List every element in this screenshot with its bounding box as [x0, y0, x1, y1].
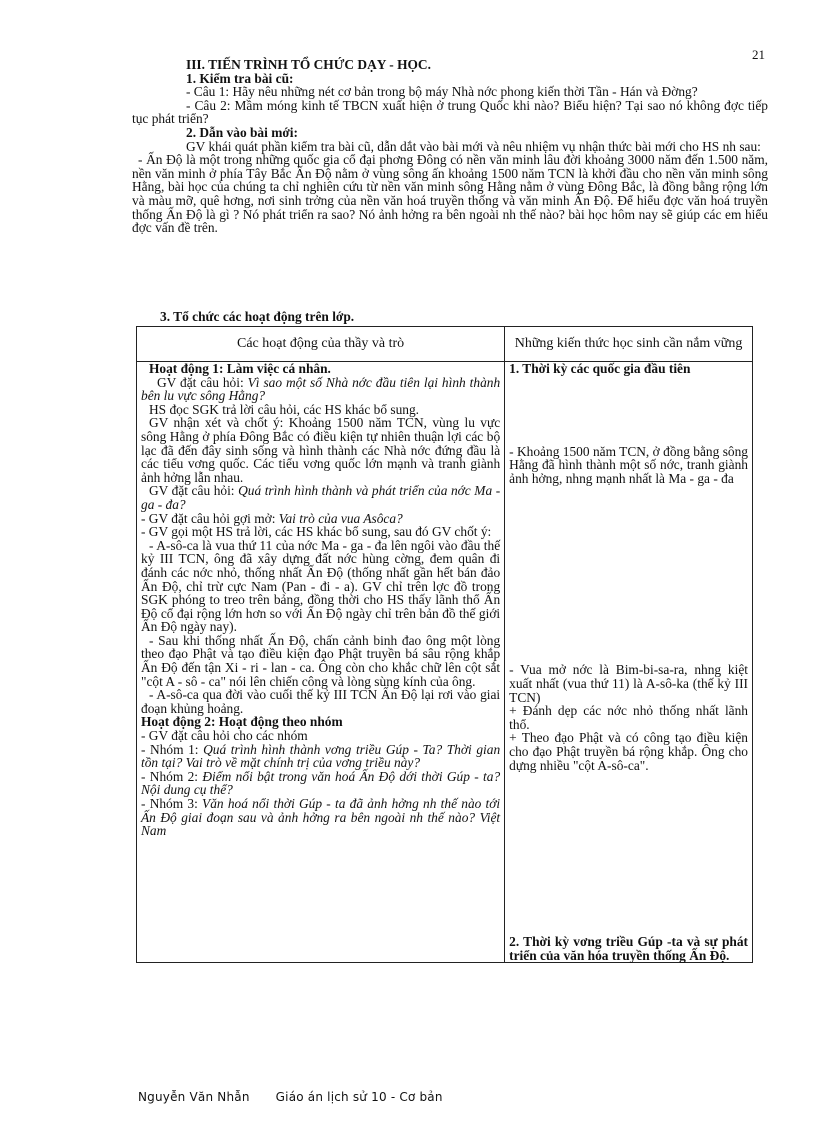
activity-1-hs: HS đọc SGK trả lời câu hỏi, các HS khác bổ sung. [149, 401, 420, 417]
group-1-task: - Nhóm 1: Quá trình hình thành vơng triều Gúp - Ta? Thời gian tồn tại? Vai trò về mặt chính trị của vơng triều này? [141, 741, 501, 771]
knowledge-2-para-2: + Đánh dẹp các nớc nhỏ thống nhất lãnh thổ. [509, 703, 748, 732]
lesson-intro [132, 58, 768, 235]
footer-course: Giáo án lịch sử 10 - Cơ bản [275, 1090, 443, 1104]
knowledge-2-para-1: - Vua mở nớc là Bim-bi-sa-ra, nhng kiệt xuất nhất (vua thứ 11) là A-sô-ka (thế kỷ III TCN) [509, 662, 748, 705]
activity-1-para-1: - A-sô-ca là vua thứ 11 của nớc Ma - ga - đa lên ngôi vào đầu thế kỷ III TCN, ông đã xây dựng đất nớc hùng cờng, đem quân đi đánh các nớc nhỏ, thống nhất Ấn Độ (thống nhất gần hết bán đảo Ấn Độ, chỉ trừ cực Nam (Pan - đi - a). GV chỉ trên lợc đồ trong SGK phóng to treo trên bảng, đồng thời cho HS thấy lãnh thổ Ấn Độ cổ đại rộng lớn hơn so với Ấn Độ ngày chỉ trên bản đồ thế giới Ấn Độ ngày nay). [141, 537, 501, 635]
heading-new-lesson: 2. Dẫn vào bài mới: [186, 124, 298, 140]
activity-1-question: GV đặt câu hỏi: Vì sao một số Nhà nớc đầu tiên lại hình thành bên lu vực sông Hằng? [141, 374, 501, 404]
knowledge-2-title: 2. Thời kỳ vơng triều Gúp -ta và sự phát triển của văn hóa truyền thống Ấn Độ. [509, 934, 748, 963]
activity-1-call: - GV gọi một HS trả lời, các HS khác bổ sung, sau đó GV chốt ý: [141, 524, 492, 540]
activity-1-para-3: - A-sô-ca qua đời vào cuối thế kỷ III TCN Ấn Độ lại rơi vào giai đoạn khủng hoảng. [141, 687, 501, 716]
footer-author: Nguyễn Văn Nhẫn [138, 1090, 250, 1104]
teacher-student-activities [137, 362, 505, 963]
group-2-task: - Nhóm 2: Điểm nổi bật trong văn hoá Ấn Độ dới thời Gúp - ta? Nội dung cụ thể? [141, 768, 501, 798]
review-question-2: - Câu 2: Mầm móng kinh tế TBCN xuất hiện ở trung Quốc khi nào? Biểu hiện? Tại sao nó không đợc tiếp tục phát triển? [132, 97, 768, 127]
activity-1-question-3: - GV đặt câu hỏi gợi mở: Vai trò của vua Asôca? [141, 510, 403, 526]
lead-paragraph: GV khái quát phần kiểm tra bài cũ, dẫn dắt vào bài mới và nêu nhiệm vụ nhận thức bài mới cho HS nh sau: [186, 138, 761, 154]
knowledge-points [505, 362, 753, 963]
heading-review: 1. Kiểm tra bài cũ: [186, 70, 294, 86]
table-header-row [137, 327, 753, 362]
activity-1-para-2: - Sau khi thống nhất Ấn Độ, chấn cảnh binh đao ông một lòng theo đạo Phật và tạo điều kiện đạo Phật truyền bá sâu rộng khắp Ấn Độ đến tận Xi - ri - lan - ca. Ông còn cho khắc chữ lên cột sắt "cột A - sô - ca" nói lên chiến công và lòng sùng kính của ông. [141, 632, 501, 689]
heading-activities: 3. Tổ chức các hoạt động trên lớp. [160, 309, 355, 324]
activity-1-title: Hoạt động 1: Làm việc cá nhân. [149, 361, 331, 376]
activity-2-intro: - GV đặt câu hỏi cho các nhóm [141, 728, 308, 744]
activities-table [136, 326, 753, 963]
knowledge-1-title: 1. Thời kỳ các quốc gia đầu tiên [509, 361, 691, 376]
page-footer [138, 1090, 465, 1104]
activity-2-title: Hoạt động 2: Hoạt động theo nhóm [141, 714, 343, 730]
table-row [137, 362, 753, 963]
knowledge-2-para-3: + Theo đạo Phật và có công tạo điều kiện cho đạo Phật truyền bá rộng khắp. Ông cho dựng nhiều "cột A-sô-ca". [509, 730, 748, 773]
body-paragraph: - Ấn Độ là một trong những quốc gia cổ đại phơng Đông có nền văn minh lâu đời khoảng 3000 năm đến 1.500 năm, nền văn minh ở phía Tây Bắc Ấn Độ nằm ở vùng sông ấn khoảng 1500 năm TCN là khởi đầu cho nền văn minh sông Hằng, bài học của chúng ta chỉ nghiên cứu từ nền văn minh sông Hằng nằm ở vùng Đông Bắc, là đồng bằng rộng lớn và màu mỡ, quê hơng, nơi sinh trởng của nền văn hoá truyền thống và văn minh Ấn Độ. Để hiểu đợc văn hoá truyền thống Ấn Độ là gì ? Nó phát triển ra sao? Nó ảnh hởng ra bên ngoài nh thế nào? bài học hôm nay sẽ giúp các em hiểu đợc vấn đề trên. [132, 152, 768, 236]
knowledge-1-body: - Khoảng 1500 năm TCN, ở đồng bằng sông Hằng đã hình thành một số nớc, tranh giành ảnh hởng, nhng mạnh nhất là Ma - ga - đa [509, 443, 748, 486]
section-heading: III. TIẾN TRÌNH TỔ CHỨC DẠY - HỌC. [186, 57, 431, 72]
page-number: 21 [752, 47, 765, 62]
col-header-knowledge: Những kiến thức học sinh cần nắm vững [505, 327, 753, 362]
group-3-task: - Nhóm 3: Văn hoá nổi thời Gúp - ta đã ảnh hởng nh thế nào tới Ấn Độ giai đoạn sau và ảnh hởng ra bên ngoài nh thế nào? Việt Nam [141, 796, 501, 839]
activity-1-question-2: GV đặt câu hỏi: Quá trình hình thành và phát triển của nớc Ma - ga - đa? [141, 483, 501, 512]
col-header-activities: Các hoạt động của thầy và trò [137, 327, 505, 362]
review-question-1: - Câu 1: Hãy nêu những nét cơ bản trong bộ máy Nhà nớc phong kiến thời Tần - Hán và Đờng? [186, 84, 698, 100]
activity-1-conclusion: GV nhận xét và chốt ý: Khoảng 1500 năm TCN, vùng lu vực sông Hằng ở phía Đông Bắc có điều kiện tự nhiên thuận lợi các bộ lạc đã đến đây sinh sống và hình thành các Nhà nớc đứng đầu là các tiểu vơng quốc. Các tiểu vơng quốc lớn mạnh và tranh giành ảnh hởng lẫn nhau. [141, 415, 501, 485]
